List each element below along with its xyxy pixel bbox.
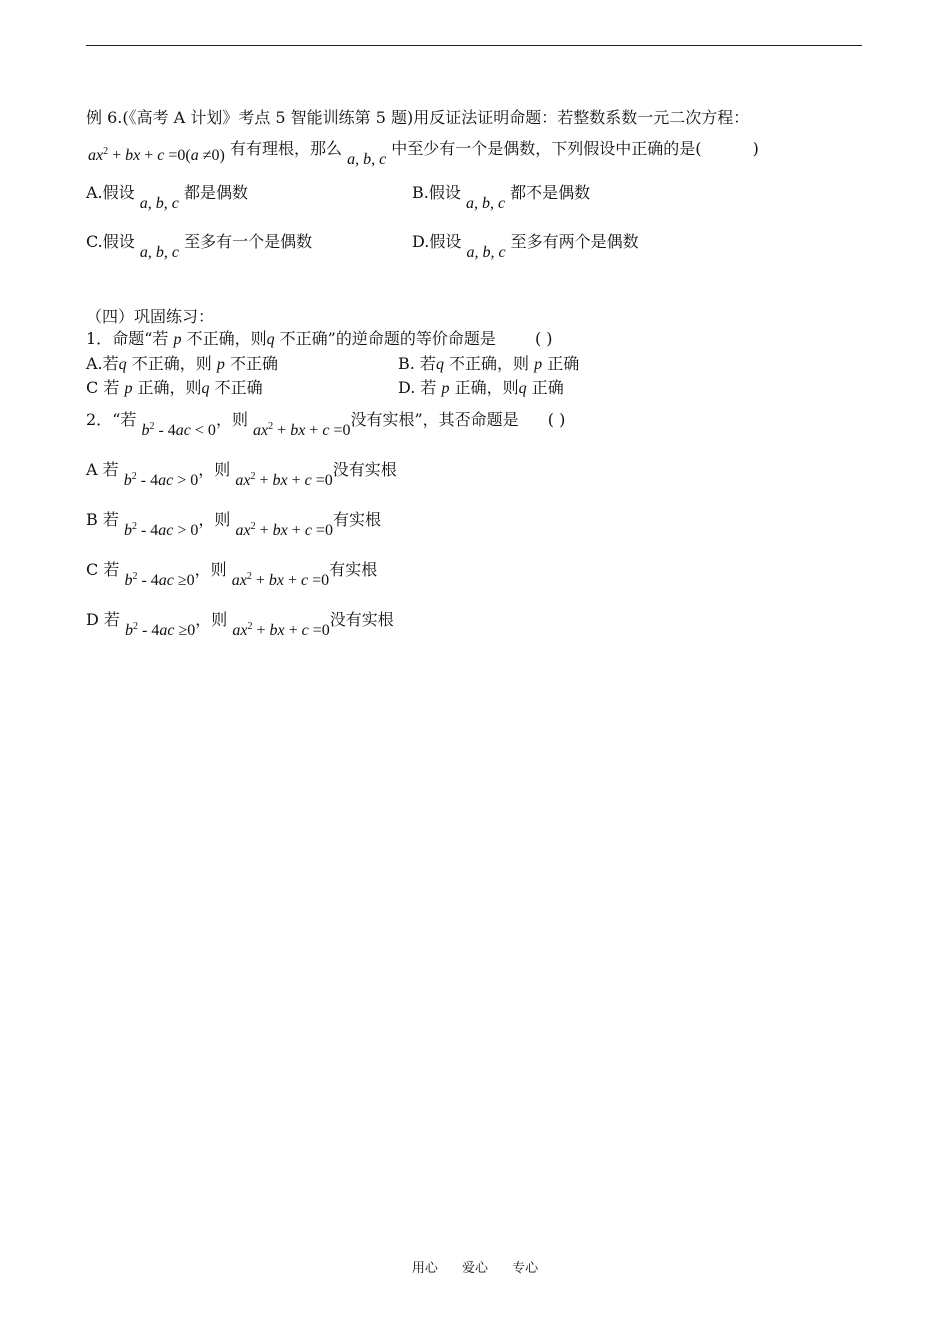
option-text: 至多有一个是偶数	[184, 232, 313, 251]
example6-option-a	[86, 183, 248, 212]
quadratic-equation: $ax^2$ + bx + c =0	[231, 571, 330, 589]
condition: $b^2 - 4ac \ge 0$	[124, 571, 195, 589]
option-text: 不正确	[214, 378, 263, 397]
example6-text2: 中至少有一个是偶数，下列假设中正确的是(	[391, 139, 702, 158]
footer-word: 用心	[411, 1261, 438, 1276]
example6-option-d	[412, 232, 639, 261]
question-text: ，则	[215, 410, 248, 429]
var-p: p	[173, 331, 182, 348]
option-prefix: C 若	[86, 560, 120, 579]
option-text: 有实根	[332, 510, 381, 529]
answer-paren: ( )	[534, 329, 553, 348]
condition: $b^2 - 4ac > 0$	[123, 521, 199, 539]
example6-option-b	[412, 183, 591, 212]
option-text: ，则	[198, 510, 231, 529]
page-footer	[0, 1257, 950, 1276]
option-text: ，则	[195, 610, 228, 629]
option-text: ，则	[194, 560, 227, 579]
option-text: 没有实根	[332, 460, 397, 479]
option-text: 不正确，则	[449, 354, 530, 373]
option-text: 不正确，则	[131, 354, 212, 373]
option-prefix: A 若	[86, 460, 119, 479]
practice-heading: （四）巩固练习：	[86, 307, 215, 326]
option-var: p	[441, 380, 450, 397]
q1-option-b	[398, 354, 579, 375]
question-text: 命题“若	[112, 329, 169, 348]
example6-line2	[88, 136, 759, 168]
option-vars: a, b, c	[139, 244, 179, 261]
option-prefix: B.假设	[412, 183, 461, 202]
example6-vars: a, b, c	[347, 151, 387, 168]
option-prefix: D.假设	[412, 232, 462, 251]
option-prefix: A.假设	[86, 183, 135, 202]
quadratic-equation: $ax^2$ + bx + c =0	[235, 521, 333, 539]
option-prefix: D. 若	[398, 378, 437, 397]
question-text: 没有实根”，其否命题是	[350, 410, 519, 429]
q2-option-d	[86, 607, 394, 639]
option-var: q	[201, 380, 210, 397]
option-prefix: A.若	[86, 354, 119, 373]
answer-paren: ( )	[547, 410, 566, 429]
question-number: 1．	[86, 329, 113, 348]
example6-paren-close: )	[752, 139, 759, 158]
option-vars: a, b, c	[466, 244, 506, 261]
option-text: 正确	[547, 354, 580, 373]
option-text: 没有实根	[329, 610, 394, 629]
header-rule	[86, 45, 862, 46]
quadratic-equation: $ax^2$ + bx + c =0	[235, 471, 333, 489]
option-vars: a, b, c	[139, 195, 179, 212]
quadratic-equation: $ax^2$ + bx + c =0	[253, 421, 351, 439]
question-1	[86, 329, 553, 350]
condition: $b^2 - 4ac \ge 0$	[125, 621, 196, 639]
condition-lt: $b^2 - 4ac < 0$	[141, 421, 216, 439]
option-text: 正确，则	[454, 378, 519, 397]
option-text: 正确	[531, 378, 564, 397]
option-var: p	[216, 356, 225, 373]
footer-word: 专心	[512, 1261, 539, 1276]
q2-option-b	[86, 507, 381, 539]
option-prefix: B. 若	[398, 354, 436, 373]
option-text: 不正确	[229, 354, 278, 373]
question-2	[86, 407, 566, 439]
q1-option-a	[86, 354, 278, 375]
option-text: 至多有两个是偶数	[510, 232, 639, 251]
question-text: 不正确，则	[186, 329, 267, 348]
option-var: p	[534, 356, 543, 373]
option-prefix: B 若	[86, 510, 119, 529]
example6-line1: 例 6.(《高考 A 计划》考点 5 智能训练第 5 题)用反证法证明命题：若整数系数一元二次方程：	[86, 108, 750, 127]
option-prefix: D 若	[86, 610, 120, 629]
option-var: q	[435, 356, 444, 373]
condition: $b^2 - 4ac > 0$	[123, 471, 199, 489]
option-text: 有实根	[329, 560, 378, 579]
example6-option-c	[86, 232, 313, 261]
question-text: 不正确”的逆命题的等价命题是	[279, 329, 496, 348]
q2-option-a	[86, 457, 397, 489]
footer-word: 爱心	[461, 1261, 488, 1276]
option-vars: a, b, c	[465, 195, 506, 212]
option-text: ，则	[198, 460, 231, 479]
example6-text1: 有有理根，那么	[229, 139, 342, 158]
var-q: q	[266, 331, 275, 348]
option-text: 都是偶数	[183, 183, 248, 202]
option-text: 正确，则	[137, 378, 202, 397]
quadratic-equation: $ax^2$ + bx + c =0	[232, 621, 330, 639]
option-prefix: C.假设	[86, 232, 135, 251]
q2-option-c	[86, 557, 378, 589]
question-text: “若	[112, 410, 137, 429]
question-number: 2．	[86, 410, 113, 429]
option-var: q	[118, 356, 127, 373]
q1-option-d	[398, 378, 564, 399]
option-prefix: C 若	[86, 378, 120, 397]
q1-option-c	[86, 378, 263, 399]
option-var: q	[518, 380, 527, 397]
option-text: 都不是偶数	[510, 183, 591, 202]
quadratic-equation: $ax^2$ + bx + c =0(a ≠0)	[88, 146, 225, 164]
option-var: p	[124, 380, 133, 397]
